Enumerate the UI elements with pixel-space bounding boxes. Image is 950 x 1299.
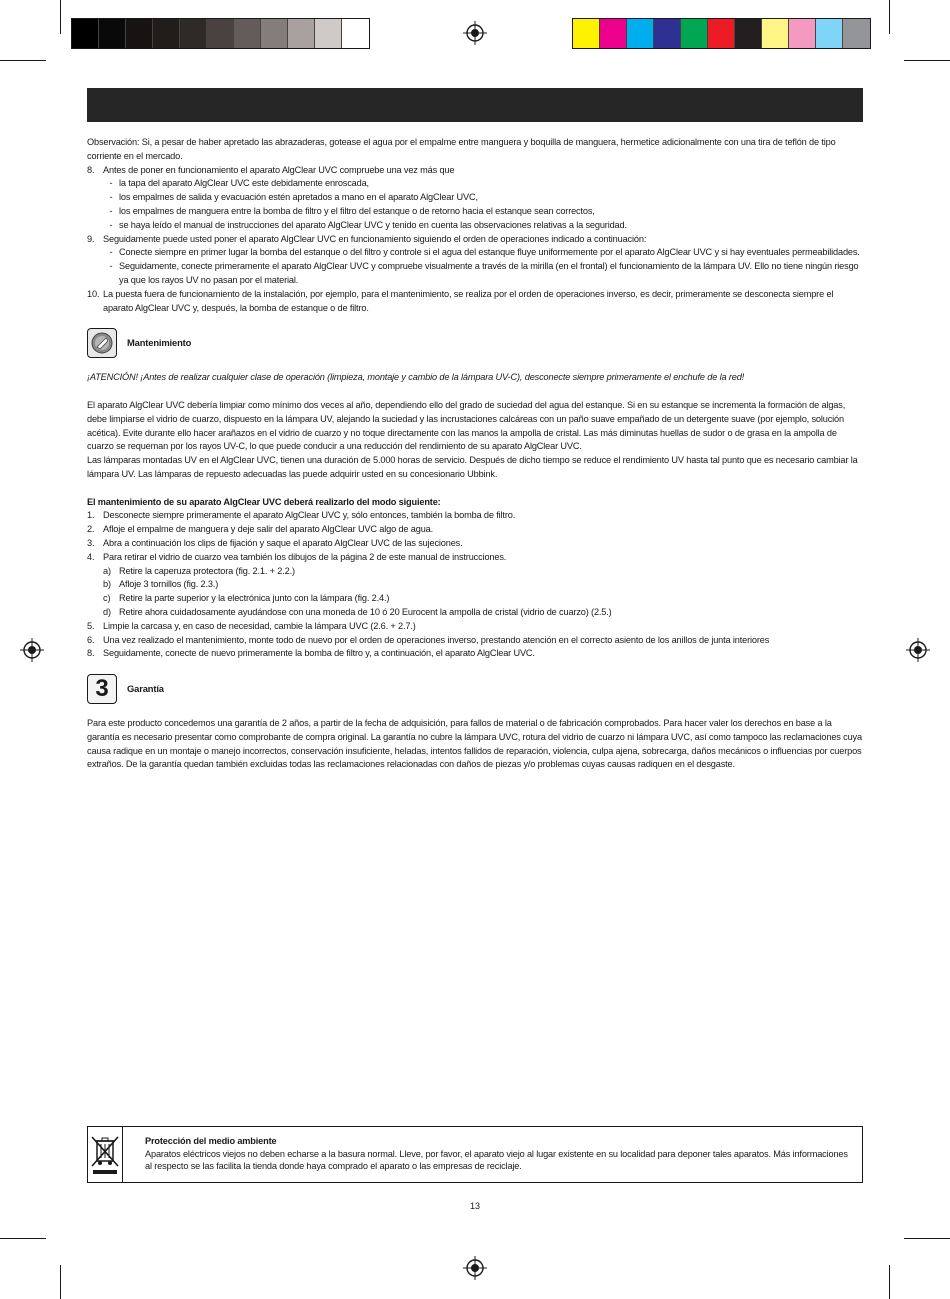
crop-mark: [904, 1238, 950, 1239]
swatch: [234, 19, 261, 48]
registration-mark-icon: [906, 638, 930, 662]
lettered-item: [87, 592, 863, 606]
swatch: [288, 19, 315, 48]
crop-mark: [889, 0, 890, 34]
maintenance-section-header: [87, 325, 863, 361]
swatch: [789, 19, 816, 48]
item-text: Retire la parte superior y la electrónica junto con la lámpara (fig. 2.4.): [119, 593, 390, 604]
section-title: Mantenimiento: [127, 337, 192, 349]
dash-item: - los empalmes de salida y evacuación estén apretados a mano en el aparato AlgClear UVC,: [87, 191, 863, 205]
steps-heading: El mantenimiento de su aparato AlgClear UVC deberá realizarlo del modo siguiente:: [87, 496, 441, 507]
warning-text: ¡ATENCIÓN! ¡Antes de realizar cualquier clase de operación (limpieza, montaje y cambio de la lámpara UV-C), desconecte siempre primeramente el enchufe de la red!: [87, 372, 745, 383]
crop-mark: [0, 60, 46, 61]
environment-text: Aparatos eléctricos viejos no deben echarse a la basura normal. Lleve, por favor, el aparato viejo al lugar existente en su localidad para deponer tales aparatos. Más informaciones al respecto se las facilita la tienda donde haya comprado el aparato o las empresas de reciclaje.: [145, 1148, 848, 1171]
item-text: Limpie la carcasa y, en caso de necesidad, cambie la lámpara UVC (2.6. + 2.7.): [103, 620, 416, 631]
item-text: Afloje 3 tornillos (fig. 2.3.): [119, 579, 219, 590]
item-text: Retire ahora cuidadosamente ayudándose con una moneda de 10 ó 20 Eurocent la ampolla de cristal (vidrio de cuarzo) (2.5.): [119, 606, 612, 617]
observation-text: Observación: Si, a pesar de haber apretado las abrazaderas, gotease el agua por el empalme entre manguera y boquilla de manguera, hermetice adicionalmente con una tira de teflón de tipo corriente en el mercado.: [87, 137, 836, 161]
swatch: [654, 19, 681, 48]
dash-item-text: los empalmes de manguera entre la bomba de filtro y el filtro del estanque o de retorno hacia el estanque sean correctos,: [119, 205, 595, 216]
document-body: [87, 136, 863, 772]
item-number: 5.: [87, 620, 95, 631]
process-color-bar: [572, 18, 871, 49]
dash-item: - los empalmes de manguera entre la bomba de filtro y el filtro del estanque o de retorno hacia el estanque sean correctos,: [87, 205, 863, 219]
swatch: [315, 19, 342, 48]
swatch: [126, 19, 153, 48]
swatch: [627, 19, 654, 48]
registration-mark-icon: [463, 1256, 487, 1280]
swatch: [153, 19, 180, 48]
registration-mark-icon: [20, 638, 44, 662]
swatch: [735, 19, 762, 48]
swatch: [180, 19, 207, 48]
item-text: Abra a continuación los clips de fijación y saque el aparato AlgClear UVC de las sujeciones.: [103, 537, 463, 548]
grayscale-color-bar: [71, 18, 370, 49]
lettered-item: [87, 578, 863, 592]
swatch: [708, 19, 735, 48]
item-number: 3.: [87, 537, 95, 548]
warranty-text: Para este producto concedemos una garantía de 2 años, a partir de la fecha de adquisición, para fallos de material o de fabricación comprobados. Para hacer valer los derechos en base a la garantía es necesario presentar como comprobante de compra original. La garantía no cubre la lámpara UVC, rotura del vidrio de cuarzo ni lámpara UVC, así como tampoco las reclamaciones cuya causa radique en un montaje o manejo incorrectos, conservación insuficiente, heladas, intentos fallidos de reparación, violencia, culpa ajena, sobrecarga, daños mecánicos o influencias por cuerpos extraños. De la garantía quedan también excluidas todas las reclamaciones relacionadas con daños de piezas y/o problemas cuyas causas radiquen en el desgaste.: [87, 718, 862, 770]
crop-mark: [904, 60, 950, 61]
crop-mark: [889, 1265, 890, 1299]
item-text: Para retirar el vidrio de cuarzo vea también los dibujos de la página 2 de este manual de instrucciones.: [103, 551, 507, 562]
item-text: Seguidamente puede usted poner el aparato AlgClear UVC en funcionamiento siguiendo el orden de operaciones indicado a continuación:: [103, 233, 647, 244]
item-number: 8.: [87, 648, 95, 659]
dash-item: - Conecte siempre en primer lugar la bomba del estanque o del filtro y controle si el agua del estanque fluye uniformemente por el aparato AlgClear UVC y si hay eventuales permeabilidades.: [87, 246, 863, 260]
lettered-item: [87, 606, 863, 620]
swatch: [99, 19, 126, 48]
dash-item-text: los empalmes de salida y evacuación estén apretados a mano en el aparato AlgClear UVC,: [119, 192, 478, 203]
dash-item-text: Seguidamente, conecte primeramente el aparato AlgClear UVC y compruebe visualmente a través de la mirilla (en el frontal) el funcionamiento de la lámpara UV. Ello no tiene ningún riesgo ya que los rayos UV no pasan por el material.: [119, 261, 859, 285]
section-title: Garantía: [127, 683, 164, 695]
crop-mark: [0, 1238, 46, 1239]
environment-text-block: [123, 1127, 862, 1182]
item-text: Seguidamente, conecte de nuevo primeramente la bomba de filtro y, a continuación, el aparato AlgClear UVC.: [103, 648, 535, 659]
item-text: Desconecte siempre primeramente el aparato AlgClear UVC y, sólo entonces, también la bomba de filtro.: [103, 510, 516, 521]
item-number: 4.: [87, 551, 95, 562]
numbered-item: [87, 634, 863, 648]
numbered-item: [87, 537, 863, 551]
item-number: 8.: [87, 164, 95, 175]
item-text: Retire la caperuza protectora (fig. 2.1. + 2.2.): [119, 565, 295, 576]
dash-item: - Seguidamente, conecte primeramente el aparato AlgClear UVC y compruebe visualmente a través de la mirilla (en el frontal) el funcionamiento de la lámpara UV. Ello no tiene ningún riesgo ya que los rayos UV no pasan por el material.: [87, 260, 863, 288]
item-text: Afloje el empalme de manguera y deje salir del aparato AlgClear UVC algo de agua.: [103, 524, 434, 535]
dash-item: - la tapa del aparato AlgClear UVC este debidamente enroscada,: [87, 177, 863, 191]
item-text: La puesta fuera de funcionamiento de la instalación, por ejemplo, para el mantenimiento, se realiza por el orden de operaciones inverso, es decir, primeramente se desconecta siempre el aparato AlgClear UVC y, después, la bomba de estanque o de filtro.: [103, 288, 834, 313]
item-number: 6.: [87, 634, 95, 645]
numbered-item: [87, 620, 863, 634]
item-letter: c): [103, 593, 111, 604]
item-text: Una vez realizado el mantenimiento, monte todo de nuevo por el orden de operaciones inverso, prestando atención en el correcto asiento de los anillos de junta interiores: [103, 634, 770, 645]
dash-item: - se haya leído el manual de instrucciones del aparato AlgClear UVC y tenido en cuenta las observaciones relativas a la seguridad.: [87, 219, 863, 233]
item-number: 9.: [87, 233, 95, 244]
swatch: [342, 19, 369, 48]
crop-mark: [60, 0, 61, 34]
item-letter: b): [103, 579, 111, 590]
numbered-item: [87, 164, 863, 178]
crossed-out-bin-icon: [88, 1127, 123, 1182]
swatch: [207, 19, 234, 48]
page-header-bar: [87, 88, 863, 122]
numbered-item: [87, 647, 863, 661]
item-number: 10.: [87, 288, 100, 299]
dash-item-text: se haya leído el manual de instrucciones del aparato AlgClear UVC y tenido en cuenta las observaciones relativas a la seguridad.: [119, 219, 627, 230]
swatch: [72, 19, 99, 48]
item-number: 1.: [87, 510, 95, 521]
paragraph: El aparato AlgClear UVC debería limpiar como mínimo dos veces al año, dependiendo ello del grado de suciedad del agua del estanque. Si en su estanque se incrementa la formación de algas, debe limpiarse el vidrio de cuarzo, dispuesto en la lámpara UV, alejando la suciedad y las incrustaciones calcáreas con un paño suave empañado de un detergente suave (por ejemplo, solución acética). Evite durante ello hacer arañazos en el vidrio de cuarzo y no toque directamente con las manos la ampolla de cristal. Las más diminutas huellas de sudor o de grasa en la ampolla de cuarzo se requeman por los rayos UV-C, lo que puede conducir a una reducción del rendimiento de su aparato AlgClear UVC.: [87, 399, 846, 452]
maintenance-tool-icon: [87, 328, 117, 358]
dash-item-text: la tapa del aparato AlgClear UVC este debidamente enroscada,: [119, 178, 369, 189]
environment-notice: [87, 1126, 863, 1183]
swatch: [261, 19, 288, 48]
crop-mark: [60, 1265, 61, 1299]
numbered-item: [87, 288, 863, 316]
numbered-item: [87, 551, 863, 565]
swatch: [843, 19, 870, 48]
numbered-item: [87, 523, 863, 537]
section-number-badge: 3: [87, 674, 117, 704]
dash-item-text: Conecte siempre en primer lugar la bomba del estanque o del filtro y controle si el agua del estanque fluye uniformemente por el aparato AlgClear UVC y si hay eventuales permeabilidades.: [119, 247, 860, 258]
warranty-section-header: [87, 671, 863, 707]
item-letter: a): [103, 565, 111, 576]
numbered-item: [87, 233, 863, 247]
swatch: [573, 19, 600, 48]
numbered-item: [87, 509, 863, 523]
paragraph: Las lámparas montadas UV en el AlgClear UVC, tienen una duración de 5.000 horas de servicio. Después de dicho tiempo se reduce el rendimiento UV hasta tal punto que es necesario cambiar la lámpara UV. Las lámparas de repuesto adecuadas las puede adquirir usted en su concesionario Ubbink.: [87, 455, 858, 479]
lettered-item: [87, 565, 863, 579]
swatch: [762, 19, 789, 48]
item-text: Antes de poner en funcionamiento el aparato AlgClear UVC compruebe una vez más que: [103, 164, 455, 175]
environment-title: Protección del medio ambiente: [145, 1136, 277, 1146]
registration-mark-icon: [463, 21, 487, 45]
item-letter: d): [103, 606, 111, 617]
swatch: [816, 19, 843, 48]
item-number: 2.: [87, 524, 95, 535]
swatch: [600, 19, 627, 48]
page-number: 13: [469, 1201, 480, 1211]
swatch: [681, 19, 708, 48]
